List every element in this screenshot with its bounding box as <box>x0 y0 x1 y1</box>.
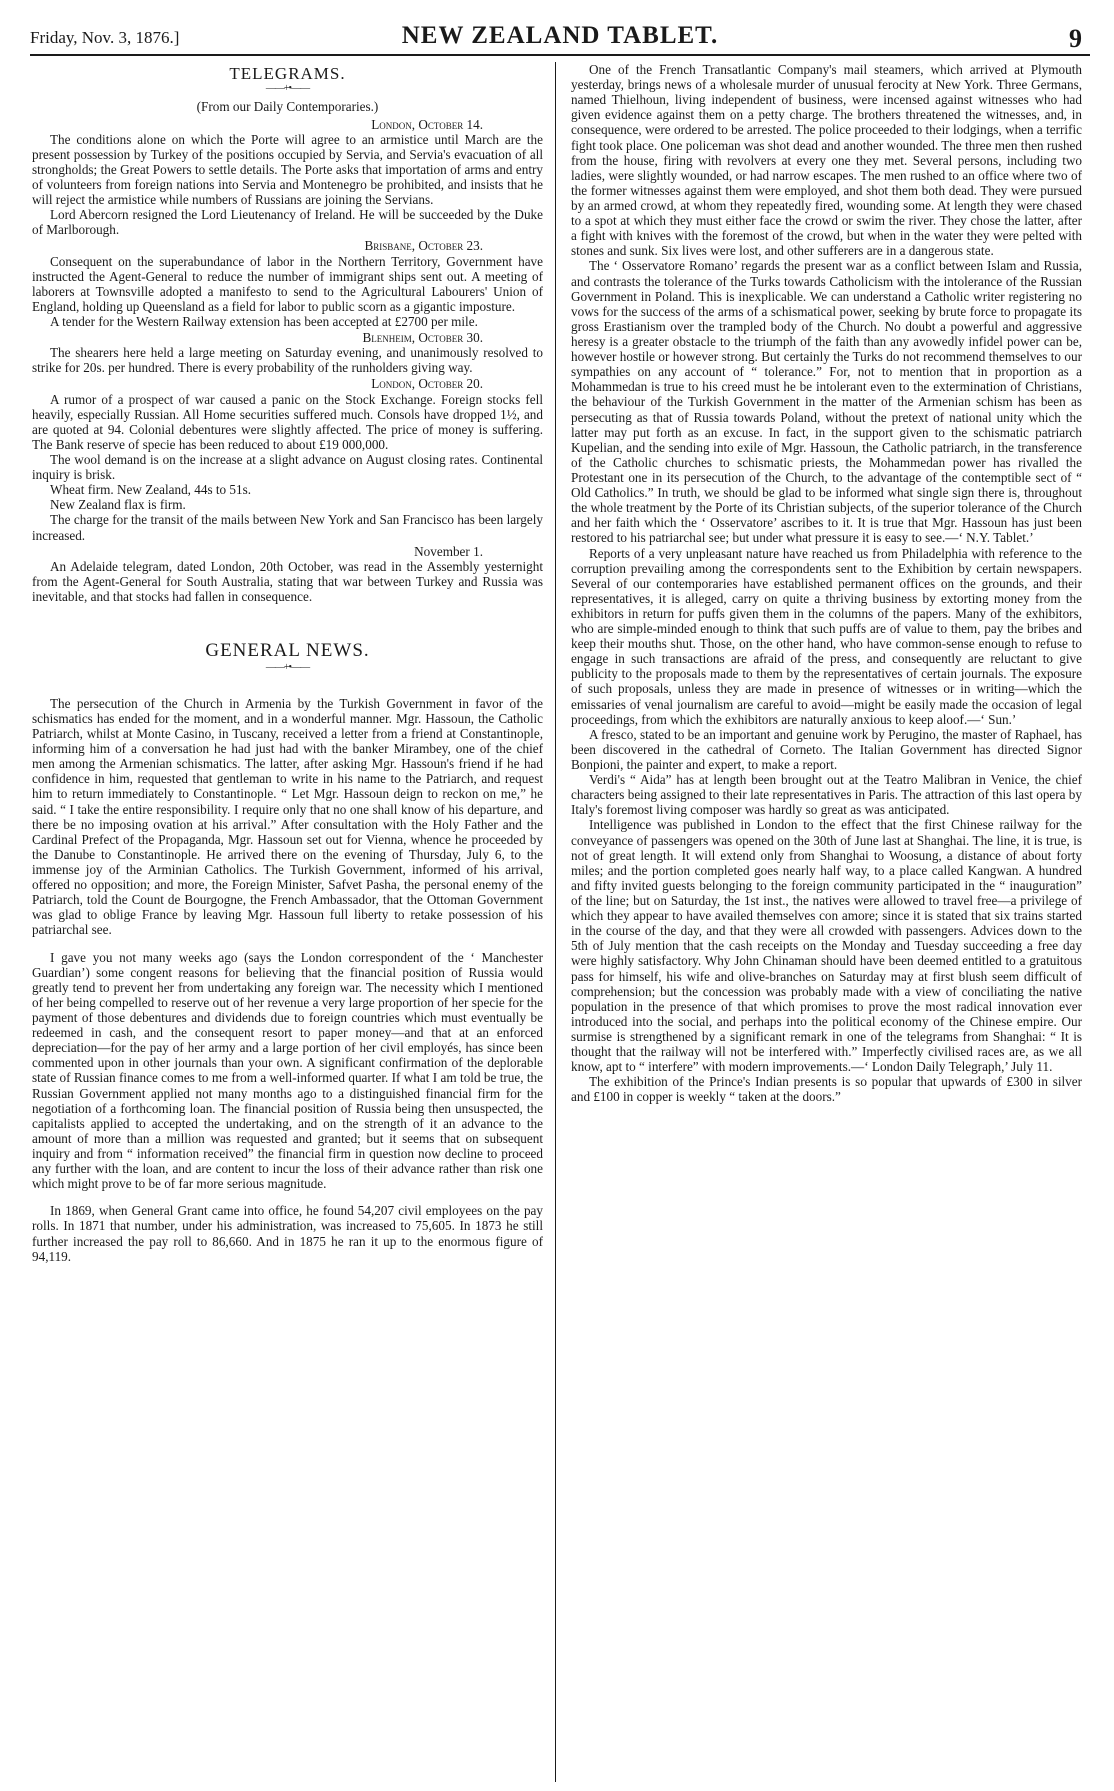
telegram-paragraph: A rumor of a prospect of war caused a panic on the Stock Exchange. Foreign stocks fell heavily, especially Russian. All Home securities suffered much. Consols have dropped 1½, and are quoted at 94. Colonial debentures were slightly affected. The price of money is suffering. The Bank reserve of specie has been reduced to about £19 000,000. <box>32 391 543 452</box>
newspaper-page <box>30 10 1090 1780</box>
telegrams-heading: TELEGRAMS. <box>229 64 346 83</box>
page-header <box>30 10 1090 56</box>
news-paragraph: A fresco, stated to be an important and genuine work by Perugino, the master of Raphael, has been discovered in the cathedral of Corneto. The Italian Government has directed Signor Bonpioni, the painter and expert, to make a report. <box>571 726 1082 773</box>
telegrams-subheading: (From our Daily Contemporaries.) <box>196 99 379 115</box>
left-column <box>32 62 543 1264</box>
telegram-paragraph: Consequent on the superabundance of labor in the Northern Territory, Government have instructed the Agent-General to reduce the number of immigrant ships sent out. A meeting of laborers at Townsville adopted a manifesto to send to the Agricultural Labourers' Union of England, holding up Queensland as a field for labor to public scorn as a gigantic imposture. <box>32 253 543 314</box>
telegram-paragraph: A tender for the Western Railway extension has been accepted at £2700 per mile. <box>50 313 478 329</box>
page-number: 9 <box>1069 24 1082 53</box>
telegram-dateline: London, October 20. <box>371 376 483 392</box>
telegram-paragraph: New Zealand flax is firm. <box>50 497 186 513</box>
news-paragraph: The ‘ Osservatore Romano’ regards the present war as a conflict between Islam and Russia, and contrasts the tolerance of the Turks towards Catholicism with the intolerance of the Russian Government in Poland. This is inexplicable. We can understand a Catholic writer registering no vows for the success of the arms of a schismatical power, seeking by brute force to propagate its gross Erastianism over the trampled body of the Church. No doubt a powerful and aggressive heresy is a greater obstacle to the triumph of the faith than any avowedly infidel power can be, however hostile or however strong. But certainly the Turks do not recommend themselves to our sympathies on any account of “ tolerance.” For, not to mention that in proportion as a Mohammedan is true to his creed must he be intolerant even to the extermination of Christians, the behaviour of the Turkish Government in the matter of the Armenian schism has been as persecuting as that of Russia towards Poland, without the pretext of national unity which the latter may put forth as an excuse. In fact, in the support given to the schismatic patriarch Kupelian, and the sending into exile of Mgr. Hassoun, the Catholic patriarch, in the transference of the Catholic churches to schismatic priests, the Mohammedan power has rivalled the Protestant one in its persecution of the Church, to the advantage of the contemptible sect of “ Old Catholics.” In truth, we should be glad to be informed what single sign there is, throughout the whole treatment by the Porte of its Christian subjects, of the superior tolerance of the Church and her faith which the ‘ Osservatore’ ascribes to it. It is true that Mgr. Hassoun has just been restored to his patriarchal see; but under what pressure it is easy to see.—‘ N.Y. Tablet.’ <box>571 258 1082 546</box>
masthead-title: NEW ZEALAND TABLET. <box>401 22 719 49</box>
telegrams-ornament: ——+•—— <box>265 83 310 95</box>
news-paragraph: I gave you not many weeks ago (says the London correspondent of the ‘ Manchester Guardian’) some congent reasons for believing that the financial position of Russia would greatly tend to prevent her from undertaking any foreign war. The necessity which I mentioned of her being compelled to reserve out of her revenue a very large proportion of her specie for the payment of those debentures and dividends due to foreign countries which must eventually be redeemed in cash, and the consequent resort to paper money—and that at an enforced depreciation—for the pay of her army and a large portion of her civil employés, has since been commented upon in other journals than your own. A significant confirmation of the deplorable state of Russian finance comes to me from a well-informed quarter. If what I am told be true, the Russian Government applied not many months ago to a distinguished financial firm for the negotiation of a forthcoming loan. The financial position of Russia being then unsuspected, the capitalists applied to accepted the undertaking, and on the strength of it an advance to the amount of more than a million was requested and granted; but it seems that on subsequent inquiry and from “ information received” the financial firm in question now decline to proceed any further with the loan, and are content to incur the loss of their advance rather than risk one which might prove to be of far more serious magnitude. <box>32 949 543 1192</box>
news-paragraph: Reports of a very unpleasant nature have reached us from Philadelphia with reference to the corruption prevailing among the correspondents sent to the Exhibition by certain newspapers. Several of our contemporaries have established permanent offices on the grounds, and their representatives, it is alleged, carry on quite a thriving business by extorting money from the exhibitors in return for puffs given them in the columns of the papers. Many of the exhibitors, who are simple-minded enough to think that such puffs are of value to them, pay the bribes and keep their mouths shut. Those, on the other hand, who have common-sense enough to refuse to engage in such transactions are afraid of the press, and consequently are reluctant to give publicity to the proposals made to them by the representatives of certain journals. The exposure of such proposals, unless they are made in presence of witnesses or in writing—which the emissaries of venal journalism are careful to avoid—might be easily made the occasion of legal proceedings, from which the exhibitors are naturally anxious to keep aloof.—‘ Sun.’ <box>571 545 1082 727</box>
news-paragraph: Intelligence was published in London to the effect that the first Chinese railway for the conveyance of passengers was opened on the 30th of June last at Shanghai. The line, it is true, is not of great length. It will extend only from Shanghai to Woosung, a distance of about forty miles; and the portion completed goes nearly half way, to a place called Kangwan. A hundred and fifty invited guests belonging to the foreign community participated in the “ inauguration” of the line; but on Saturday, the 1st inst., the natives were allowed to travel free—a privilege of which they appear to have availed themselves con amore; since it is stated that six trains started in the course of the day, and that they were all crowded with passengers. Advices down to the 5th of July mention that the cash receipts on the Monday and Tuesday succeeding a free day were highly satisfactory. Why John Chinaman should have been deemed entitled to a gratuitous pass for himself, his wife and olive-branches on Saturday may at first blush seem difficult of comprehension; but the concession was probably made with a view of conciliating the native population in the presence of that which promises to prove the most radical innovation ever introduced into the social, and perhaps into the political economy of the Chinese empire. Our surmise is strengthened by a significant remark in one of the telegrams from Shanghai: “ It is thought that the railway will not be interfered with.” Imperfectly civilised races are, as we all know, apt to “ interfere” with modern improvements.—‘ London Daily Telegraph,’ July 11. <box>571 817 1082 1075</box>
news-paragraph: The exhibition of the Prince's Indian presents is so popular that upwards of £300 in silver and £100 in copper is weekly “ taken at the doors.” <box>571 1074 1082 1105</box>
telegram-paragraph: The charge for the transit of the mails between New York and San Francisco has been largely increased. <box>32 512 543 543</box>
news-paragraph: Verdi's “ Aida” has at length been brought out at the Teatro Malibran in Venice, the chief characters being assigned to their late representatives in Paris. The attraction of this last opera by Italy's foremost living composer was hardly so great as was anticipated. <box>571 772 1082 818</box>
telegram-paragraph: Wheat firm. New Zealand, 44s to 51s. <box>50 482 252 498</box>
telegram-paragraph: An Adelaide telegram, dated London, 20th October, was read in the Assembly yesternight from the Agent-General for South Australia, stating that war between Turkey and Russia was inevitable, and that stocks had fallen in consequence. <box>32 558 543 604</box>
telegram-dateline: London, October 14. <box>371 116 483 132</box>
telegram-paragraph: The shearers here held a large meeting on Saturday evening, and unanimously resolved to strike for 20s. per hundred. There is every probability of the runholders giving way. <box>32 345 543 376</box>
general-news-ornament: ——+•—— <box>265 661 310 673</box>
telegram-dateline: Brisbane, October 23. <box>364 238 483 254</box>
news-paragraph: The persecution of the Church in Armenia by the Turkish Government in favor of the schismatics has ended for the moment, and in a wonderful manner. Mgr. Hassoun, the Catholic Patriarch, whilst at Monte Casino, in Tuscany, received a letter from a friend at Constantinople, informing him of a conversation he had just had with the banker Mirambey, one of the chief men among the Armenian schismatics. The latter, after asking Mgr. Hassoun's friend if he had confidence in him, requested that gentleman to write in his name to the Patriarch, and request him to return immediately to Constantinople. “ Let Mgr. Hassoun deign to reckon on me,” he said. “ I take the entire responsibility. I require only that no one shall know of his departure, and there be no imposing ovation at his arrival.” After consultation with the Holy Father and the Cardinal Prefect of the Propaganda, Mgr. Hassoun set out for Vienna, whence he proceeded by the Danube to Constantinople. He arrived there on the evening of Thursday, July 6, to the immense joy of the Arminian Catholics. The Turkish Government, informed of his arrival, offered no opposition; and more, the Foreign Minister, Safvet Pasha, the personal enemy of the Patriarch, told the Count de Bourgogne, the French Ambassador, that the Ottoman Government was glad to oblige France by leaving Mgr. Hassoun full liberty to retake possession of his patriarchal see. <box>32 695 543 938</box>
news-paragraph: In 1869, when General Grant came into office, he found 54,207 civil employees on the pay rolls. In 1871 that number, under his administration, was increased to 75,605. In 1873 he still further increased the pay roll to 86,660. And in 1875 he ran it up to the enormous figure of 94,119. <box>32 1203 543 1264</box>
news-paragraph: One of the French Transatlantic Company's mail steamers, which arrived at Plymouth yesterday, brings news of a wholesale murder of unusual ferocity at New York. Three Germans, named Thielhoun, living independent of business, were incensed against witnesses who had given evidence against them on a petty charge. The brothers threatened the witnesses, and, in consequence, were ordered to be arrested. The police proceeded to their lodgings, when a terrific fight took place. One policeman was shot dead and another wounded. The three men then rushed from the house, firing with revolvers at every one they met. Several persons, including two ladies, were slightly wounded, or had narrow escapes. The men rushed to an office where two of the former witnesses against them were employed, and shot them both dead. They were pursued by an armed crowd, at whom they repeatedly fired, wounding some. At length they were chased to a spot at which they must either face the crowd or swim the river. They chose the latter, after a fight with knives with the foremost of the crowd, but when in the water they were pelted with stones and sunk. Six lives were lost, and other sufferers are in a dangerous state. <box>571 62 1082 259</box>
telegram-paragraph: The wool demand is on the increase at a slight advance on August closing rates. Continental inquiry is brisk. <box>32 451 543 483</box>
telegram-dateline: November 1. <box>414 543 483 559</box>
telegram-paragraph: Lord Abercorn resigned the Lord Lieutenancy of Ireland. He will be succeeded by the Duke of Marlborough. <box>32 207 543 238</box>
column-divider <box>555 62 556 1782</box>
issue-date: Friday, Nov. 3, 1876.] <box>30 28 180 47</box>
telegram-paragraph: The conditions alone on which the Porte will agree to an armistice until March are the present possession by Turkey of the positions occupied by Servia, and Servia's evacuation of all strongholds; the Great Powers to settle details. The Porte asks that importation of arms and entry of volunteers from foreign nations into Servia and Montenegro be prohibited, and insists that he will reject the armistice while numbers of Russians are joining the Servians. <box>32 131 543 208</box>
general-news-heading: GENERAL NEWS. <box>205 640 370 662</box>
telegram-dateline: Blenheim, October 30. <box>362 330 483 346</box>
right-column <box>571 62 1082 1105</box>
